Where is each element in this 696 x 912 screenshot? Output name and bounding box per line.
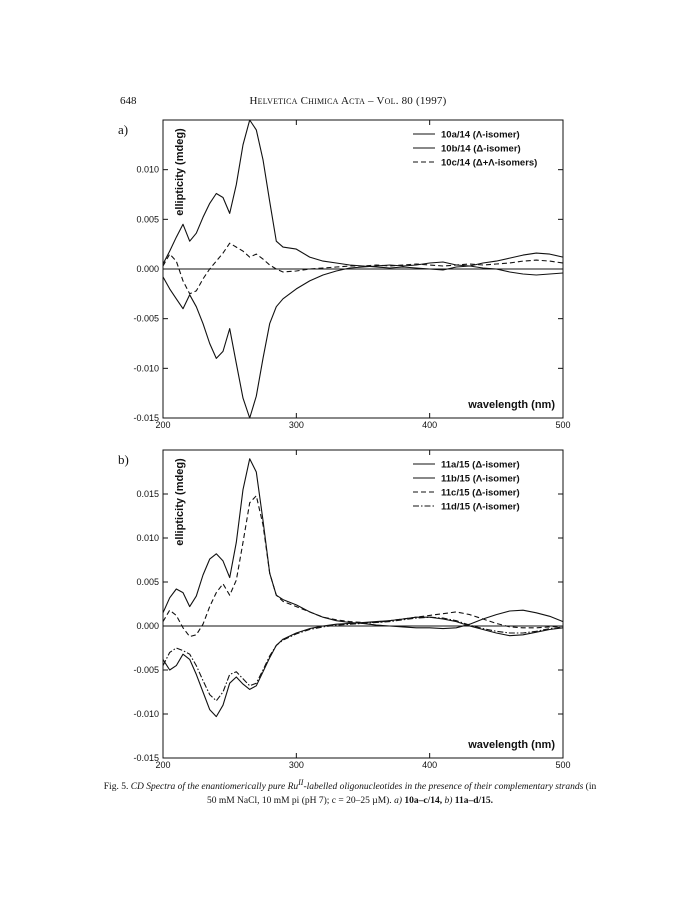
caption-title: CD Spectra of the enantiomerically pure $Ru^{II}$-labelled oligonucleotides in the presence of their complementary strands [130, 778, 584, 793]
figure-caption [100, 776, 600, 808]
legend-entry: 11c/15 (Δ-isomer) [441, 487, 520, 499]
caption-label: Fig. 5. [103, 782, 129, 793]
legend-entry: 11a/15 (Δ-isomer) [441, 459, 520, 471]
caption-b-text: 11a–d/15. [454, 796, 494, 807]
y-tick-label: 0.000 [136, 264, 159, 274]
caption-a-text: 10a–c/14, [404, 796, 443, 807]
series-line-3 [163, 496, 563, 637]
legend-entry: 11d/15 (Λ-isomer) [441, 501, 520, 513]
legend-entry: 10a/14 (Λ-isomer) [441, 129, 520, 141]
running-head: Helvetica Chimica Acta – Vol. 80 (1997) [249, 95, 447, 107]
x-axis-label: wavelength (nm) [468, 739, 555, 751]
y-tick-label: 0.010 [136, 533, 159, 543]
y-tick-label: 0.000 [136, 621, 159, 631]
panel-label-b: b) [118, 452, 129, 467]
x-tick-label: 500 [555, 760, 571, 770]
y-tick-label: -0.015 [133, 753, 159, 763]
caption-b-label: b) [444, 796, 453, 807]
x-tick-label: 400 [422, 760, 438, 770]
legend-entry: 10c/14 (Δ+Λ-isomers) [441, 157, 538, 169]
x-tick-label: 300 [288, 420, 304, 430]
y-tick-label: 0.015 [136, 489, 159, 499]
y-tick-label: 0.010 [136, 164, 159, 175]
x-tick-label: 300 [288, 760, 304, 770]
series-line-4 [163, 617, 563, 701]
page-number: 648 [120, 95, 137, 107]
caption-title-sup: II [298, 778, 304, 787]
x-tick-label: 400 [422, 420, 438, 430]
panel-label-a: a) [118, 122, 129, 137]
x-tick-label: 200 [155, 760, 171, 770]
y-tick-label: -0.015 [133, 413, 159, 423]
y-tick-label: 0.005 [136, 214, 159, 225]
y-tick-label: -0.005 [133, 665, 159, 675]
y-tick-label: -0.005 [133, 313, 159, 324]
x-tick-label: 500 [555, 420, 571, 430]
x-tick-label: 200 [155, 420, 171, 430]
y-tick-label: -0.010 [133, 363, 159, 374]
legend-entry: 10b/14 (Δ-isomer) [441, 143, 521, 155]
x-axis-label: wavelength (nm) [468, 399, 555, 411]
caption-conditions: (in 50 mM NaCl, 10 mM pi (pH 7); c = 20–25 µM). [206, 782, 597, 807]
caption-a-label: a) [394, 796, 402, 807]
y-axis-label: ellipticity (mdeg) [174, 128, 186, 216]
legend-entry: 11b/15 (Λ-isomer) [441, 473, 520, 485]
y-tick-label: 0.005 [136, 577, 159, 587]
y-tick-label: -0.010 [133, 709, 159, 719]
y-axis-label: ellipticity (mdeg) [174, 458, 186, 546]
